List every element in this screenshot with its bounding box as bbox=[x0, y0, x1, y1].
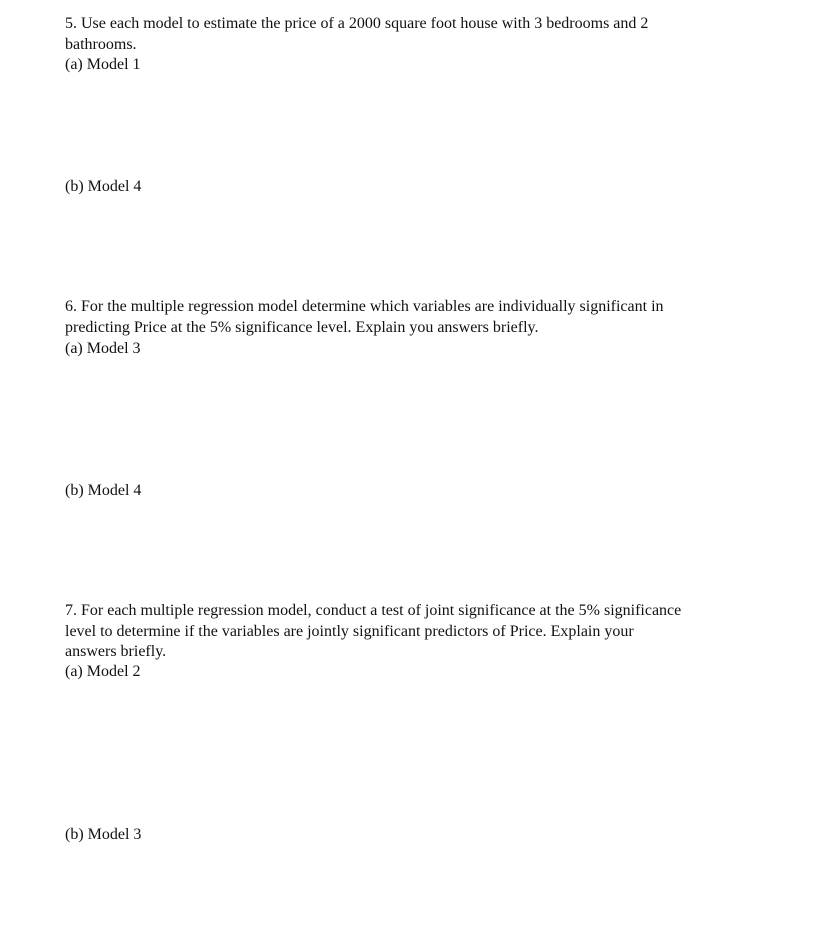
question-7-text-line-2: level to determine if the variables are jointly significant predictors of Price. Explain your bbox=[65, 623, 634, 640]
question-6-text-line-2: predicting Price at the 5% significance level. Explain you answers briefly. bbox=[65, 319, 539, 336]
question-5-part-a-label: (a) Model 1 bbox=[65, 56, 141, 73]
question-6-part-b-label: (b) Model 4 bbox=[65, 482, 142, 499]
question-5-part-b-label: (b) Model 4 bbox=[65, 178, 142, 195]
question-7-text-line-1: 7. For each multiple regression model, conduct a test of joint significance at the 5% significance bbox=[65, 602, 682, 619]
question-6-text-line-1: 6. For the multiple regression model determine which variables are individually significant in bbox=[65, 298, 664, 315]
question-6-part-a-label: (a) Model 3 bbox=[65, 340, 141, 357]
question-7-text-line-3: answers briefly. bbox=[65, 643, 167, 660]
question-7-part-a-label: (a) Model 2 bbox=[65, 663, 141, 680]
question-5-text-line-2: bathrooms. bbox=[65, 36, 137, 53]
question-7-part-b-label: (b) Model 3 bbox=[65, 826, 142, 843]
question-5-text-line-1: 5. Use each model to estimate the price of a 2000 square foot house with 3 bedrooms and 2 bbox=[65, 15, 649, 32]
